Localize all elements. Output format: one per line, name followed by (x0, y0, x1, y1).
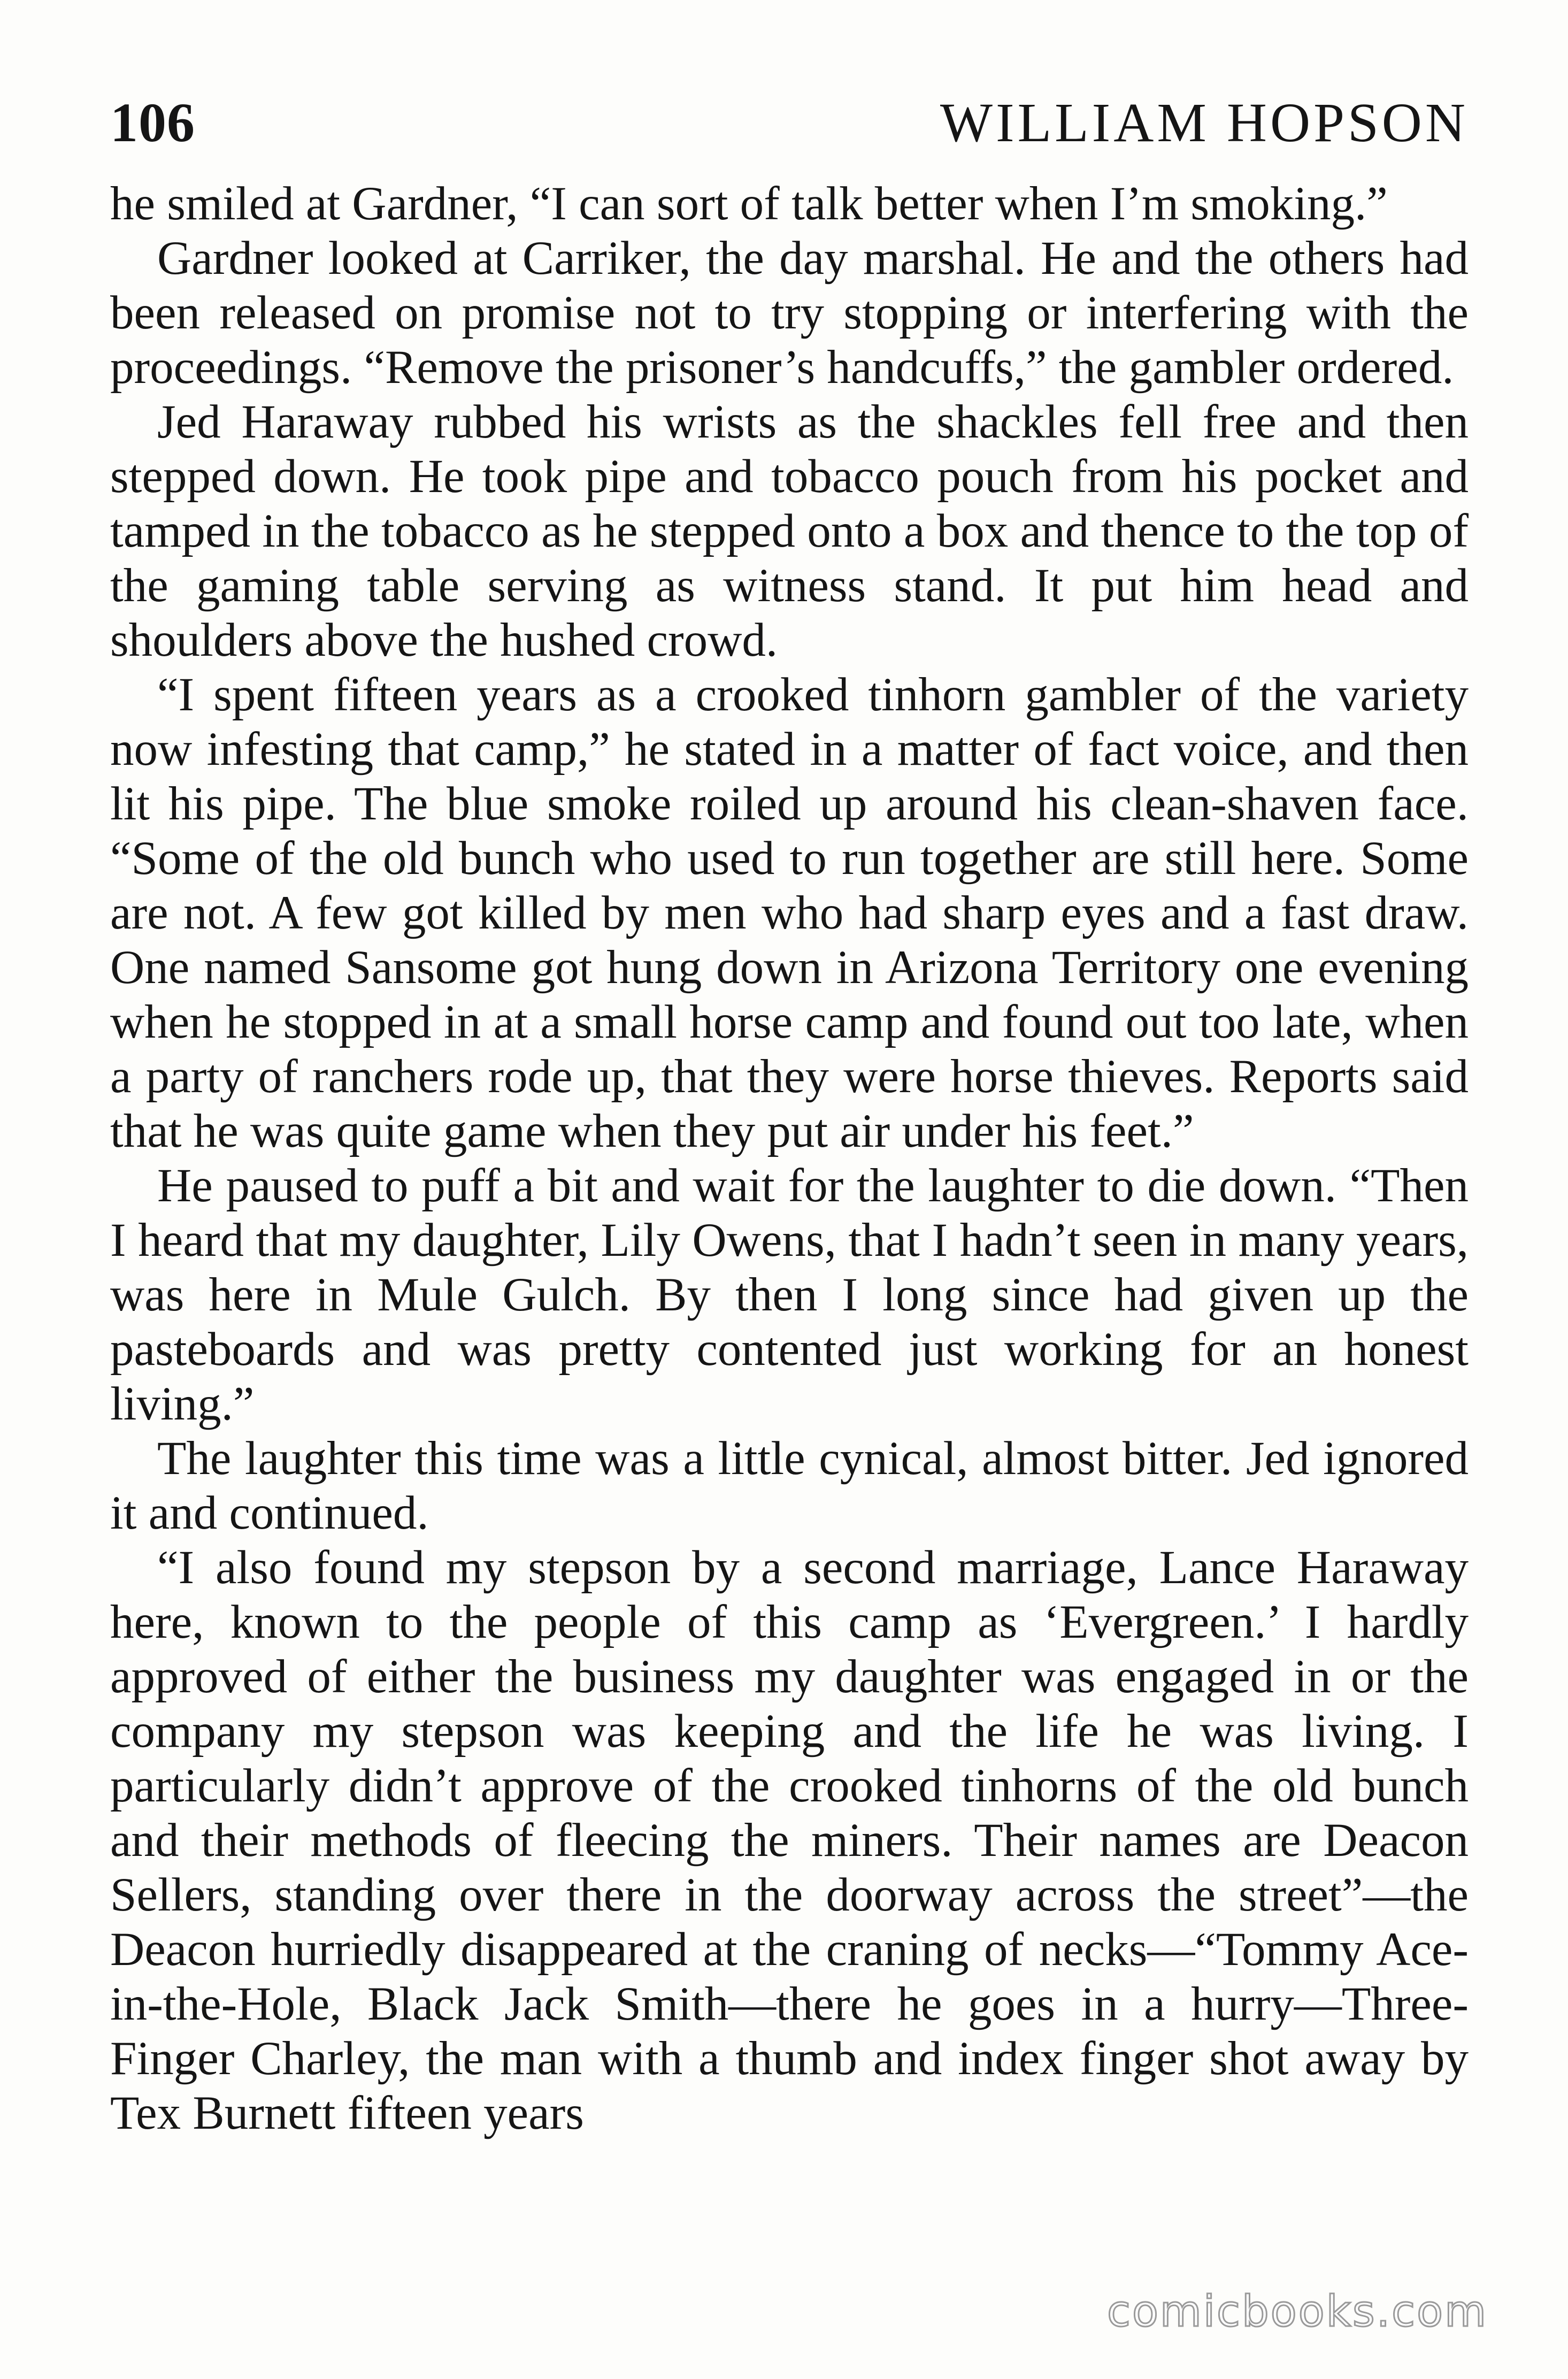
body-text (110, 176, 1469, 2140)
running-head-author: WILLIAM HOPSON (940, 92, 1469, 154)
page-number: 106 (110, 92, 195, 154)
paragraph: He paused to puff a bit and wait for the laughter to die down. “Then I heard that my daughter, Lily Owens, that I hadn’t seen in many years, was here in Mule Gulch. By then I long since had given up the pasteboards and was pretty contented just working for an honest living.” (110, 1160, 1469, 1430)
paragraph: Gardner looked at Carriker, the day marshal. He and the others had been released on promise not to try stopping or interfering with the proceedings. “Remove the prisoner’s handcuffs,” the gambler ordered. (110, 232, 1469, 394)
paragraph: Jed Haraway rubbed his wrists as the shackles fell free and then stepped down. He took pipe and tobacco pouch from his pocket and tamped in the tobacco as he stepped onto a box and thence to the top of the gaming table serving as witness stand. It put him head and shoulders above the hushed crowd. (110, 396, 1469, 666)
page-header (110, 91, 1469, 176)
paragraph: “I also found my stepson by a second marriage, Lance Haraway here, known to the people of this camp as ‘Evergreen.’ I hardly approved of either the business my daughter was engaged in or the company my stepson was keeping and the life he was living. I particularly didn’t approve of the crooked tinhorns of the old bunch and their methods of fleecing the miners. Their names are Deacon Sellers, standing over there in the doorway across the street”—the Deacon hurriedly disappeared at the craning of necks—“Tommy Ace-in-the-Hole, Black Jack Smith—there he goes in a hurry—Three-Finger Charley, the man with a thumb and index finger shot away by Tex Burnett fifteen years (110, 1541, 1469, 2139)
paragraph-continued: he smiled at Gardner, “I can sort of talk better when I’m smoking.” (110, 178, 1388, 230)
paragraph: The laughter this time was a little cynical, almost bitter. Jed ignored it and continued. (110, 1432, 1469, 1539)
paragraph: “I spent fifteen years as a crooked tinhorn gambler of the variety now infesting that camp,” he stated in a matter of fact voice, and then lit his pipe. The blue smoke roiled up around his clean-shaven face. “Some of the old bunch who used to run together are still here. Some are not. A few got killed by men who had sharp eyes and a fast draw. One named Sansome got hung down in Arizona Territory one evening when he stopped in at a small horse camp and found out too late, when a party of ranchers rode up, that they were horse thieves. Reports said that he was quite game when they put air under his feet.” (110, 669, 1469, 1157)
watermark: comicbooks.com (1106, 2286, 1488, 2336)
